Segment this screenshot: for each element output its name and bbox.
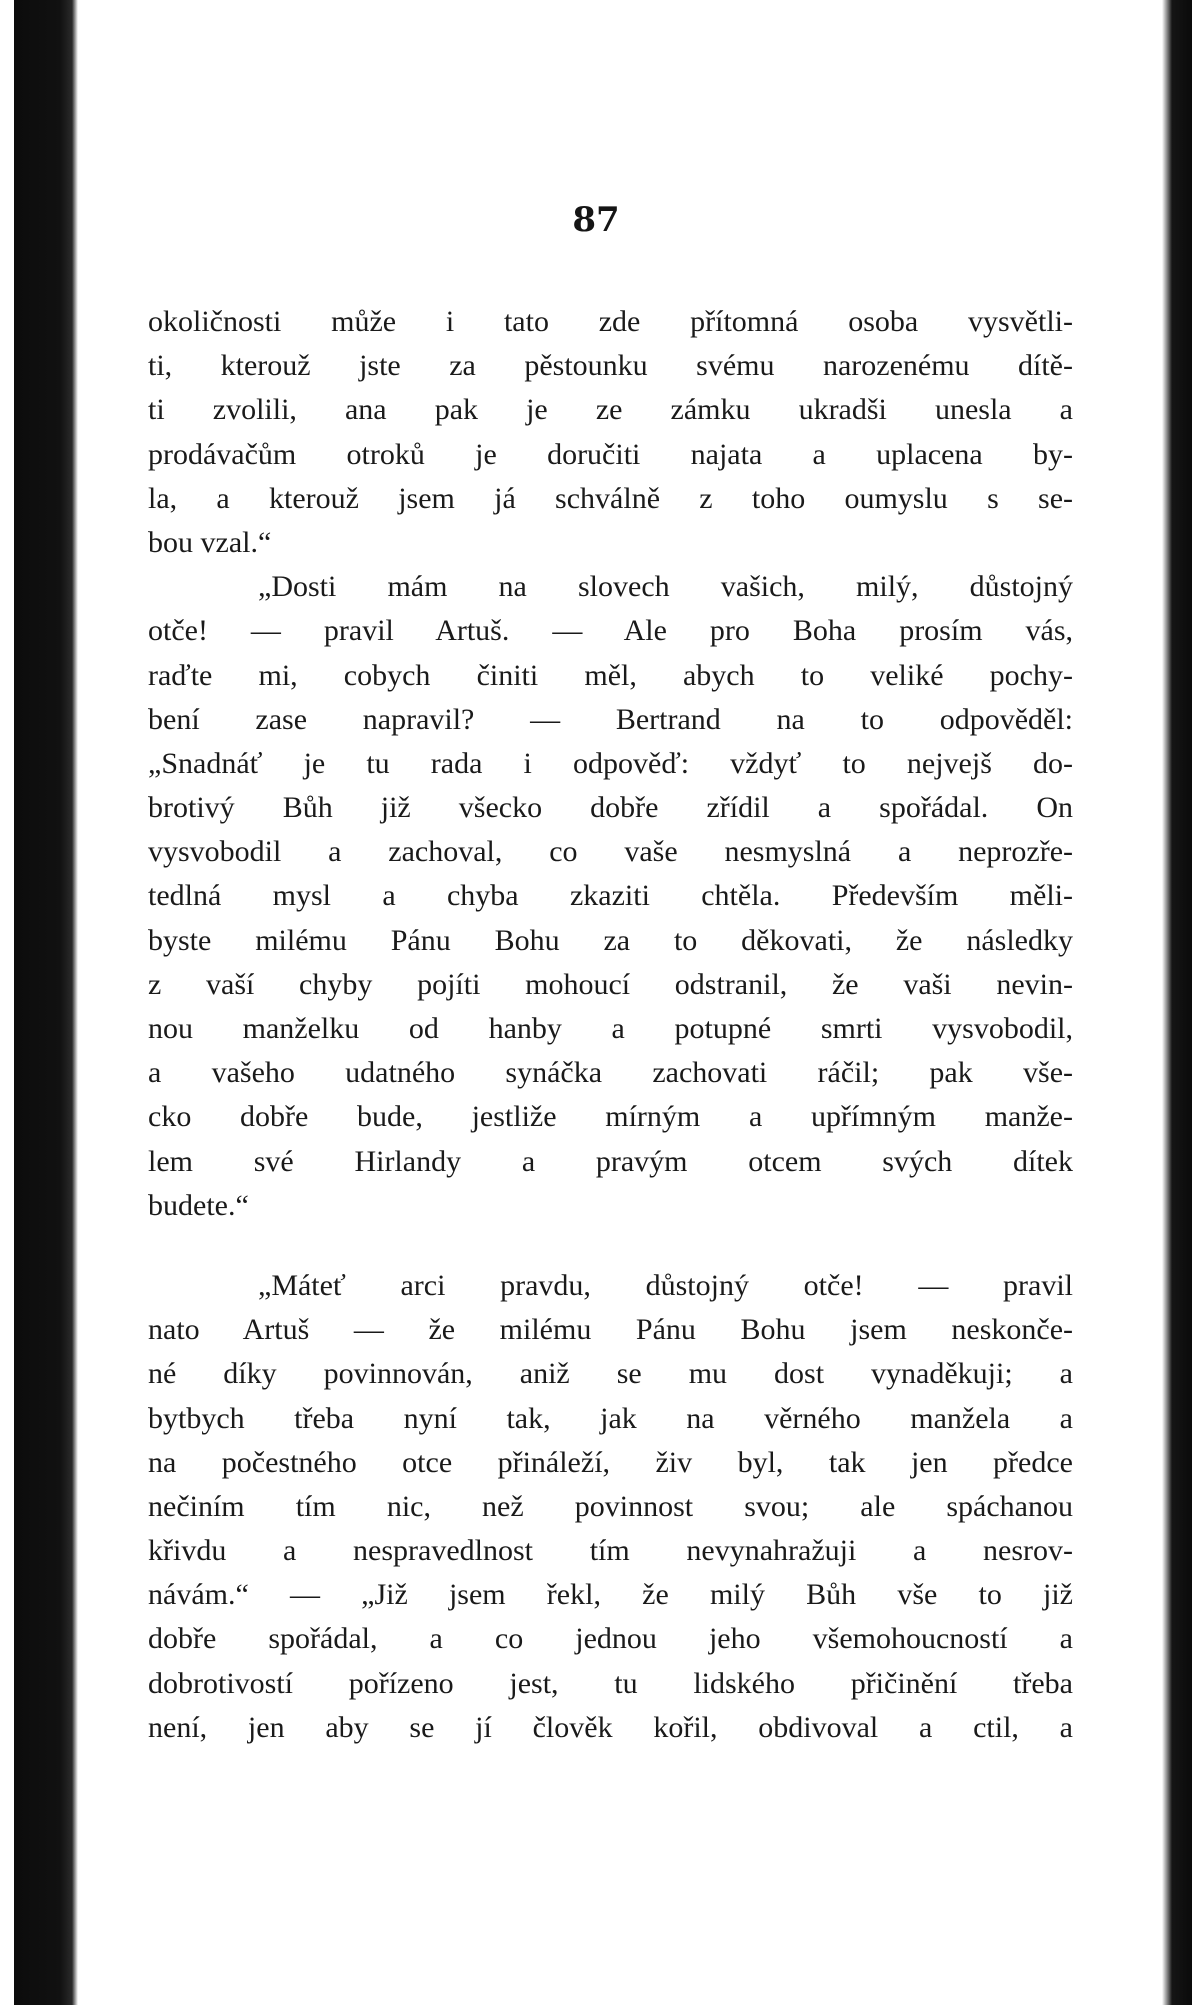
- paragraph: [148, 300, 1073, 565]
- text-line: dobře spořádal, a co jednou jeho všemohoucností a: [148, 1622, 1073, 1656]
- text-line: nou manželku od hanby a potupné smrti vysvobodil,: [148, 1012, 1073, 1045]
- text-line: bení zase napravil? — Bertrand na to odpověděl:: [148, 702, 1073, 736]
- text-line: brotivý Bůh již všecko dobře zřídil a spořádal. On: [148, 791, 1073, 825]
- text-line: otče! — pravil Artuš. — Ale pro Boha prosím vás,: [148, 614, 1073, 648]
- text-line: prodávačům otroků je doručiti najata a uplacena by-: [148, 437, 1073, 471]
- text-line: na počestného otce přináleží, živ byl, tak jen předce: [148, 1445, 1073, 1479]
- text-line: bou vzal.“: [148, 525, 272, 559]
- text-line: bytbych třeba nyní tak, jak na věrného manžela a: [148, 1401, 1073, 1435]
- scan-edge-right: [1162, 0, 1192, 2005]
- paragraph: [148, 1264, 1073, 1750]
- text-line: cko dobře bude, jestliže mírným a upřímným manže-: [148, 1100, 1073, 1134]
- text-line: není, jen aby se jí člověk kořil, obdivoval a ctil, a: [148, 1710, 1073, 1744]
- text-line: nečiním tím nic, než povinnost svou; ale spáchanou: [148, 1489, 1073, 1523]
- text-line: křivdu a nespravedlnost tím nevynahražuji a nesrov-: [148, 1534, 1073, 1568]
- text-line: né díky povinnován, aniž se mu dost vynaděkuji; a: [148, 1357, 1073, 1391]
- text-line: ti, kterouž jste za pěstounku svému narozenému dítě-: [148, 349, 1073, 383]
- text-line: „Dosti mám na slovech vašich, milý, důstojný: [258, 570, 1073, 604]
- text-line: tedlná mysl a chyba zkaziti chtěla. Především měli-: [148, 879, 1073, 913]
- paragraph-gap: [148, 1228, 1073, 1264]
- scan-edge-left-margin: [0, 0, 14, 2005]
- page-text: [148, 300, 1073, 1750]
- text-line: lem své Hirlandy a pravým otcem svých dítek: [148, 1144, 1073, 1178]
- text-line: návám.“ — „Již jsem řekl, že milý Bůh vše to již: [148, 1578, 1073, 1612]
- text-line: la, a kterouž jsem já schválně z toho oumyslu s se-: [148, 481, 1073, 515]
- text-line: z vaší chyby pojíti mohoucí odstranil, že vaši nevin-: [148, 967, 1073, 1001]
- page-number: 87: [572, 200, 620, 240]
- text-line: nato Artuš — že milému Pánu Bohu jsem neskonče-: [148, 1313, 1073, 1347]
- text-line: raďte mi, cobych činiti měl, abych to veliké pochy-: [148, 658, 1073, 692]
- text-line: dobrotivostí pořízeno jest, tu lidského přičinění třeba: [148, 1666, 1073, 1700]
- text-line: a vašeho udatného synáčka zachovati ráčil; pak vše-: [148, 1056, 1073, 1090]
- text-line: byste milému Pánu Bohu za to děkovati, že následky: [148, 923, 1073, 957]
- text-line: ti zvolili, ana pak je ze zámku ukradši unesla a: [148, 393, 1073, 427]
- text-line: okoličnosti může i tato zde přítomná osoba vysvětli-: [148, 305, 1073, 338]
- text-line: budete.“: [148, 1188, 249, 1222]
- text-line: „Snadnáť je tu rada i odpověď: vždyť to nejvejš do-: [148, 746, 1073, 780]
- text-line: „Máteť arci pravdu, důstojný otče! — pravil: [258, 1268, 1073, 1302]
- text-line: vysvobodil a zachoval, co vaše nesmyslná a neprozře-: [148, 835, 1073, 869]
- paragraph: [148, 565, 1073, 1228]
